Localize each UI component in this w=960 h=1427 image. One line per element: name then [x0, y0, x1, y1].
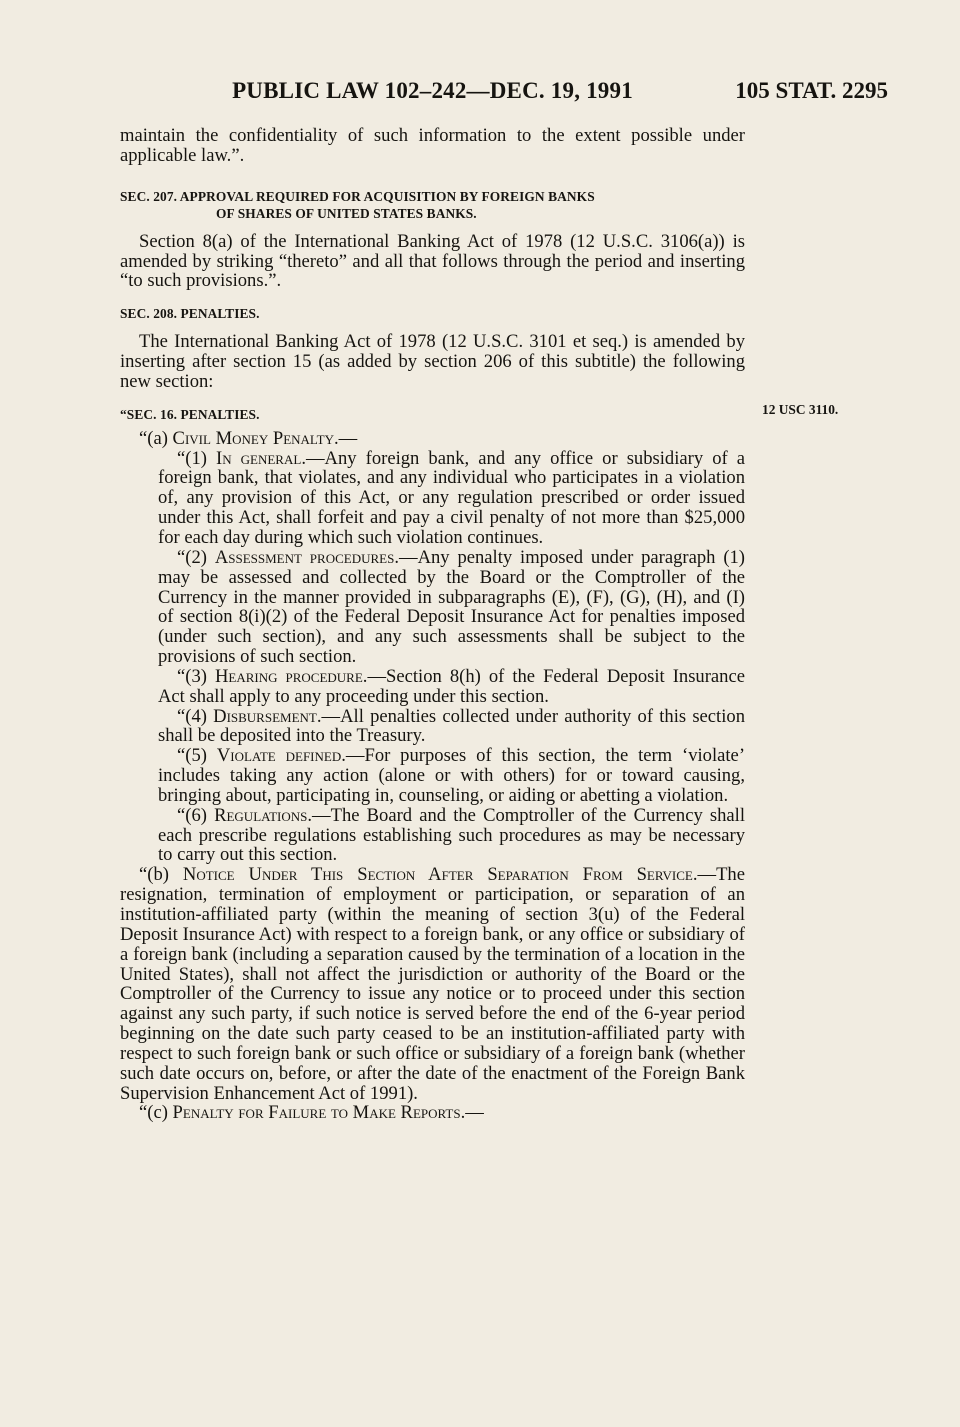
paragraph-2-prefix: “(2): [177, 546, 215, 568]
paragraph-6-text: .—The Board and the Comptroller of the Currency shall each prescribe regulations establishing such procedures as may be necessary to carry out this section.: [158, 804, 745, 866]
paragraph-5-prefix: “(5): [177, 745, 217, 767]
section-207-heading: [120, 188, 745, 222]
paragraph-2: [120, 548, 745, 667]
subsection-b-prefix: “(b): [139, 864, 183, 886]
subsection-b: [120, 865, 745, 1103]
paragraph-4-prefix: “(4): [177, 705, 214, 727]
subsection-a-prefix: “(a): [139, 427, 173, 449]
paragraph-6-prefix: “(6): [177, 804, 215, 826]
paragraph-2-text: .—Any penalty imposed under paragraph (1) may be assessed and collected by the Board or the Comptroller of the Currency in the manner provided in subparagraphs (E), (F), (G), (H), and (I) of section 8(i)(2) of the Federal Deposit Insurance Act for penalties imposed (under such section), and any such assessments shall be subject to the provisions of such section.: [158, 546, 745, 668]
margin-citation-note: 12 USC 3110.: [762, 402, 839, 417]
paragraph-4: [120, 707, 745, 747]
section-208-heading: SEC. 208. PENALTIES.: [120, 306, 260, 322]
paragraph-3-title: Hearing procedure: [214, 665, 363, 687]
paragraph-4-title: Disbursement: [213, 705, 317, 727]
paragraph-5-text: .—For purposes of this section, the term ‘violate’ includes taking any action (alone or with others) for or toward causing, bringing about, participating in, counseling, or aiding or abetting a violation.: [158, 745, 746, 806]
paragraph-6-title: Regulations: [214, 804, 308, 826]
paragraph-5-title: Violate defined: [216, 745, 342, 767]
paragraph-5: [120, 746, 745, 806]
subsection-c-heading: [120, 1103, 745, 1123]
paragraph-2-title: Assessment procedures: [214, 546, 395, 568]
paragraph-1: [120, 449, 745, 548]
paragraph-4-text: .—All penalties collected under authority of this section shall be deposited into the Treasury.: [158, 705, 745, 747]
paragraph-1-text: .—Any foreign bank, and any office or subsidiary of a foreign bank, that violates, and any individual who participates in a violation of, any provision of this Act, or any regulation prescribed or order issued under this Act, shall forfeit and pay a civil penalty of not more than $25,000 for each day during which such violation continues.: [158, 447, 745, 548]
document-body: [120, 126, 745, 1123]
section-207-heading-line1: SEC. 207. APPROVAL REQUIRED FOR ACQUISITION BY FOREIGN BANKS: [120, 188, 595, 204]
subsection-a-title: Civil Money Penalty: [172, 427, 335, 449]
subsection-a-suffix: .—: [334, 427, 358, 449]
subsection-c-title: Penalty for Failure to Make Reports: [172, 1102, 461, 1124]
paragraph-1-prefix: “(1): [177, 447, 216, 469]
paragraph-1-title: In general: [216, 447, 302, 469]
subsection-c-suffix: .—: [460, 1102, 484, 1124]
paragraph-6: [120, 806, 745, 866]
running-head-title: PUBLIC LAW 102–242—DEC. 19, 1991: [232, 78, 633, 103]
section-16-heading: “SEC. 16. PENALTIES.: [120, 406, 260, 422]
running-head: [120, 78, 888, 112]
paragraph-3-text: .—Section 8(h) of the Federal Deposit Insurance Act shall apply to any proceeding under this section.: [158, 665, 745, 707]
section-208-text: The International Banking Act of 1978 (12 U.S.C. 3101 et seq.) is amended by inserting after section 15 (as added by section 206 of this subtitle) the following new section:: [120, 331, 745, 392]
section-207-text: Section 8(a) of the International Banking Act of 1978 (12 U.S.C. 3106(a)) is amended by striking “thereto” and all that follows through the period and inserting “to such provisions.”.: [120, 230, 745, 292]
paragraph-3-prefix: “(3): [177, 665, 215, 687]
section-207-heading-line2: OF SHARES OF UNITED STATES BANKS.: [216, 205, 477, 221]
subsection-b-text: .—The resignation, termination of employment or participation, or separation of an institution-affiliated party (within the meaning of section 3(u) of the Federal Deposit Insurance Act) with respect to a foreign bank, or any office or subsidiary of a foreign bank (including a separation caused by the termination of a location in the United States), shall not affect the jurisdiction or authority of the Board or the Comptroller of the Currency to issue any notice or to proceed under this section against any such party, if such notice is served before the end of the 6-year period beginning on the date such party ceased to be an institution-affiliated party with respect to such foreign bank or such office or subsidiary of a foreign bank (whether such date occurs on, before, or after the date of the enactment of the Foreign Bank Supervision Enhancement Act of 1991).: [120, 864, 745, 1104]
continued-paragraph: maintain the confidentiality of such information to the extent possible under applicable law.”.: [120, 125, 745, 166]
running-head-page-ref: 105 STAT. 2295: [735, 78, 888, 103]
subsection-a-heading: [120, 429, 745, 449]
subsection-c-prefix: “(c): [139, 1102, 173, 1124]
paragraph-3: [120, 667, 745, 707]
subsection-b-title: Notice Under This Section After Separation From Service: [182, 864, 693, 886]
